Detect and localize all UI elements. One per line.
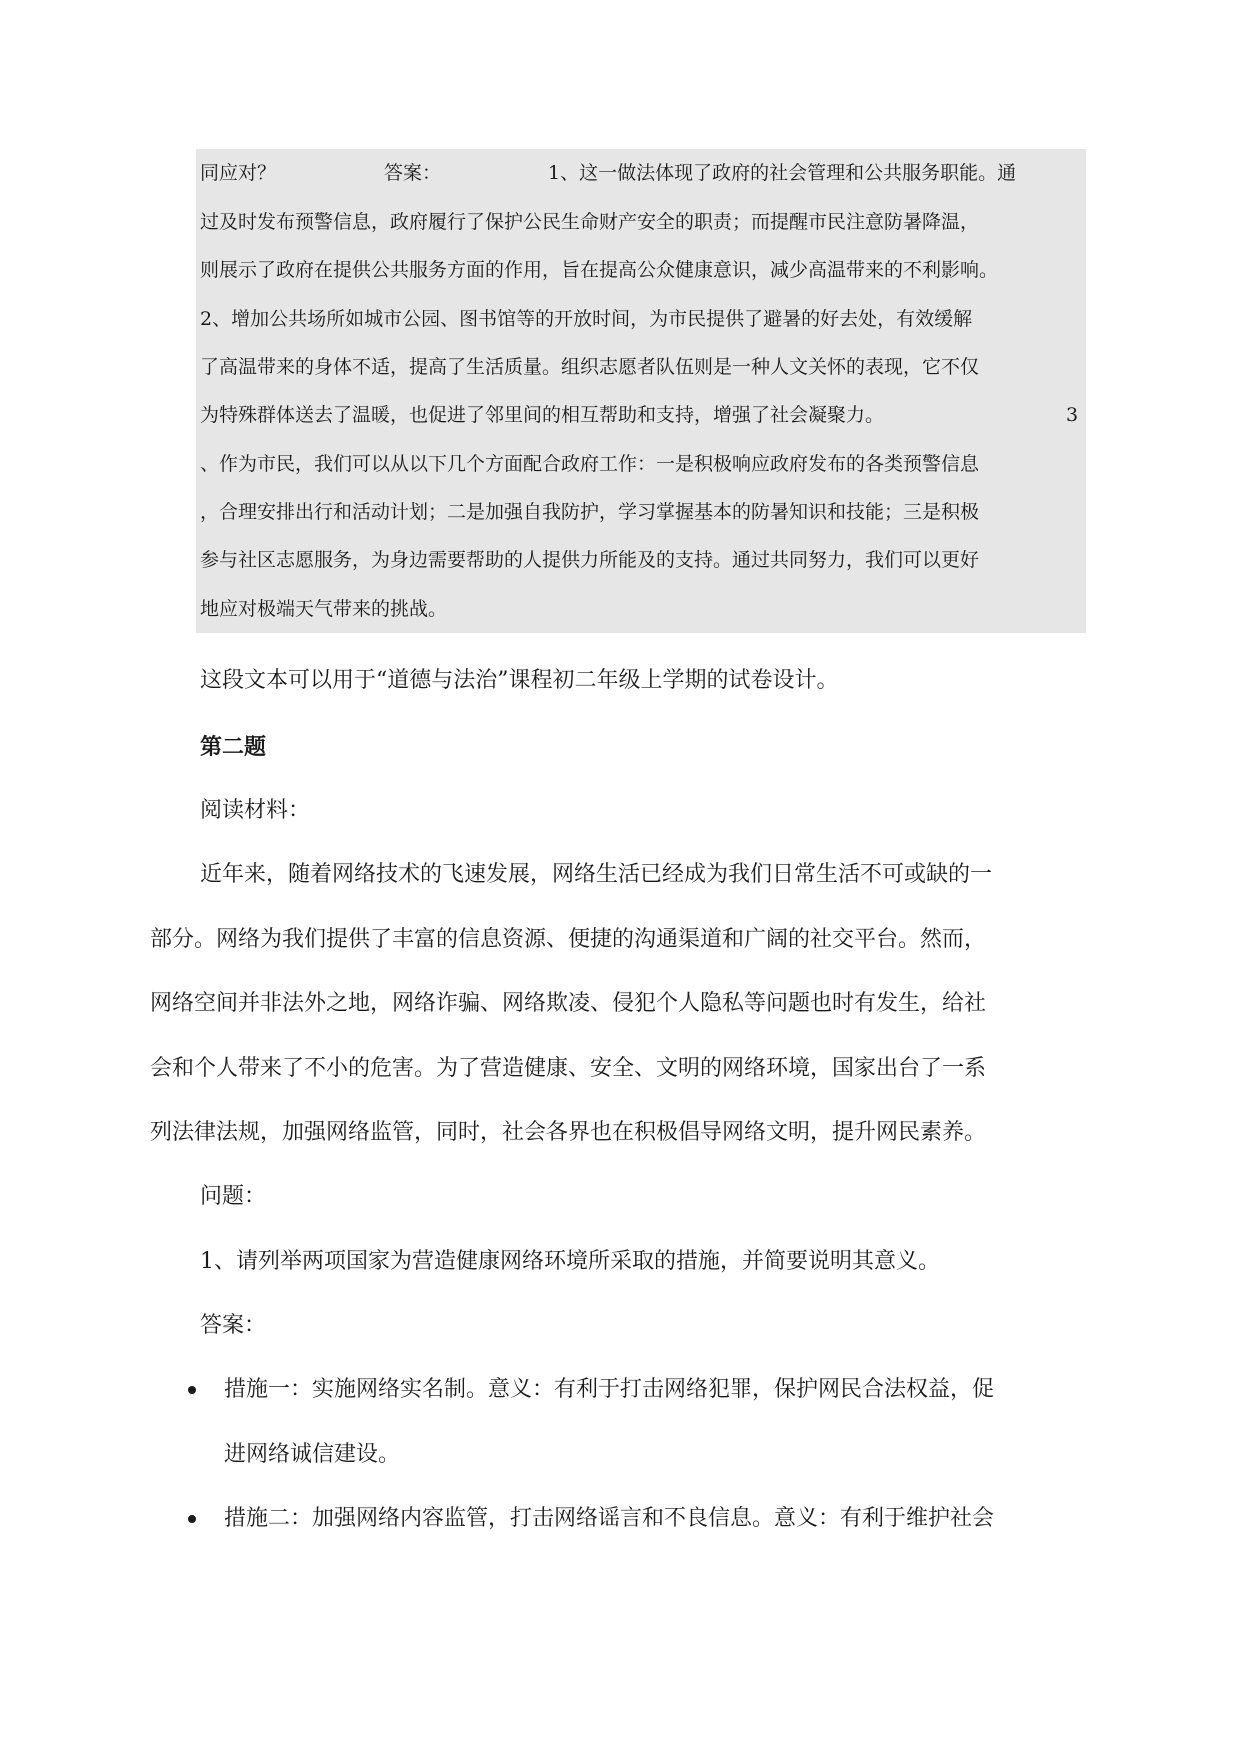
- question-2-title: 第二题: [200, 734, 267, 760]
- material-line-2: 部分。网络为我们提供了丰富的信息资源、便捷的沟通渠道和广阔的社交平台。然而，: [150, 927, 987, 952]
- answer-line-5: 了高温带来的身体不适，提高了生活质量。组织志愿者队伍则是一种人文关怀的表现，它不仅: [200, 356, 980, 378]
- material-line-4: 会和个人带来了不小的危害。为了营造健康、安全、文明的网络环境，国家出台了一系: [150, 1056, 987, 1081]
- answer-line-4: 2、增加公共场所如城市公园、图书馆等的开放时间，为市民提供了避暑的好去处，有效缓解: [200, 308, 973, 330]
- answer-line-10: 地应对极端天气带来的挑战。: [200, 598, 448, 620]
- usage-note: 这段文本可以用于“道德与法治”课程初二年级上学期的试卷设计。: [200, 668, 839, 693]
- answer-number-3: 3: [1066, 404, 1079, 426]
- question-tail: 同应对？: [200, 162, 277, 184]
- answer-line-1: 1、这一做法体现了政府的社会管理和公共服务职能。通: [548, 162, 1017, 184]
- answer-line-2: 过及时发布预警信息，政府履行了保护公民生命财产安全的职责；而提醒市民注意防暑降温，: [200, 211, 980, 233]
- answer-label: 答案：: [384, 162, 442, 184]
- answer-line-7: 、作为市民，我们可以从以下几个方面配合政府工作：一是积极响应政府发布的各类预警信息: [200, 453, 980, 475]
- bullet-2-line-1: 措施二：加强网络内容监管，打击网络谣言和不良信息。意义：有利于维护社会: [224, 1506, 995, 1531]
- material-line-5: 列法律法规，加强网络监管，同时，社会各界也在积极倡导网络文明，提升网民素养。: [150, 1120, 987, 1145]
- bullet-dot-icon: [188, 1386, 196, 1394]
- answer-line-3: 则展示了政府在提供公共服务方面的作用，旨在提高公众健康意识，减少高温带来的不利影响。: [200, 259, 999, 281]
- answer-heading: 答案：: [200, 1313, 267, 1338]
- question-label: 问题：: [200, 1184, 267, 1209]
- bullet-1-line-1: 措施一：实施网络实名制。意义：有利于打击网络犯罪，保护网民合法权益，促: [224, 1377, 995, 1402]
- question-1: 1、请列举两项国家为营造健康网络环境所采取的措施，并简要说明其意义。: [200, 1249, 940, 1274]
- material-line-1: 近年来，随着网络技术的飞速发展，网络生活已经成为我们日常生活不可或缺的一: [200, 862, 993, 887]
- answer-line-9: 参与社区志愿服务，为身边需要帮助的人提供力所能及的支持。通过共同努力，我们可以更好: [200, 549, 980, 571]
- material-label: 阅读材料：: [200, 798, 311, 823]
- answer-line-6: 为特殊群体送去了温暖，也促进了邻里间的相互帮助和支持，增强了社会凝聚力。: [200, 404, 885, 426]
- bullet-dot-icon: [188, 1515, 196, 1523]
- material-line-3: 网络空间并非法外之地，网络诈骗、网络欺凌、侵犯个人隐私等问题也时有发生，给社: [150, 991, 987, 1016]
- answer-line-8: ，合理安排出行和活动计划；二是加强自我防护，学习掌握基本的防暑知识和技能；三是积极: [200, 501, 980, 523]
- bullet-1-line-2: 进网络诚信建设。: [224, 1442, 401, 1467]
